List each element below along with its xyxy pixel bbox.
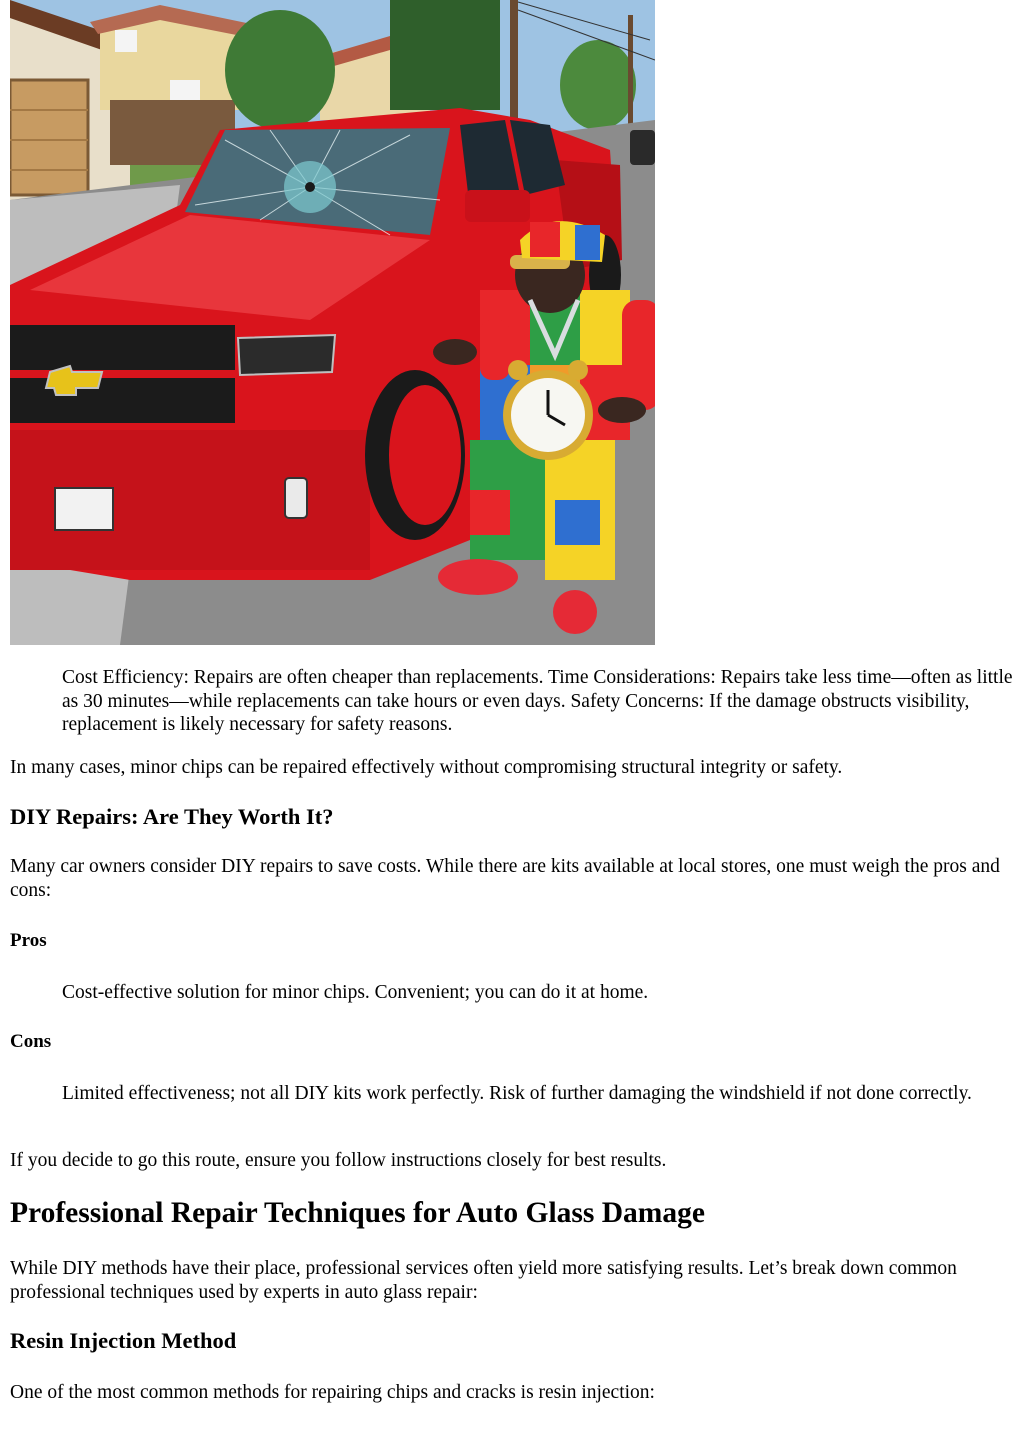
heading-professional-techniques: Professional Repair Techniques for Auto Glass Damage xyxy=(10,1197,705,1229)
list-pros: Cost-effective solution for minor chips. Convenient; you can do it at home. xyxy=(62,982,649,1003)
heading-resin-injection: Resin Injection Method xyxy=(10,1328,237,1353)
list-cost-factors: Cost Efficiency: Repairs are often cheaper than replacements. Time Considerations: Repairs take less time—often as little as 30 minutes—while replacements can take hours or even days. Safety Concerns: If the damage obstructs visibility, replacement is likely necessary for safety reasons. xyxy=(62,667,1013,735)
heading-pros: Pros xyxy=(10,930,47,951)
paragraph-follow-instructions: If you decide to go this route, ensure you follow instructions closely for best results. xyxy=(10,1150,667,1171)
heading-diy-repairs: DIY Repairs: Are They Worth It? xyxy=(10,804,334,829)
photo-red-pickup-shattered-windshield-icon xyxy=(10,0,655,645)
heading-cons: Cons xyxy=(10,1031,52,1052)
paragraph-professional-intro: While DIY methods have their place, professional services often yield more satisfying results. Let’s break down common professional techniques used by experts in auto glass repair: xyxy=(10,1258,957,1303)
article-photo xyxy=(10,0,655,645)
paragraph-resin-intro: One of the most common methods for repairing chips and cracks is resin injection: xyxy=(10,1382,655,1403)
paragraph-minor-chips: In many cases, minor chips can be repaired effectively without compromising structural integrity or safety. xyxy=(10,757,843,778)
paragraph-diy-intro: Many car owners consider DIY repairs to save costs. While there are kits available at local stores, one must weigh the pros and cons: xyxy=(10,856,1000,901)
list-cons: Limited effectiveness; not all DIY kits work perfectly. Risk of further damaging the windshield if not done correctly. xyxy=(62,1083,972,1104)
